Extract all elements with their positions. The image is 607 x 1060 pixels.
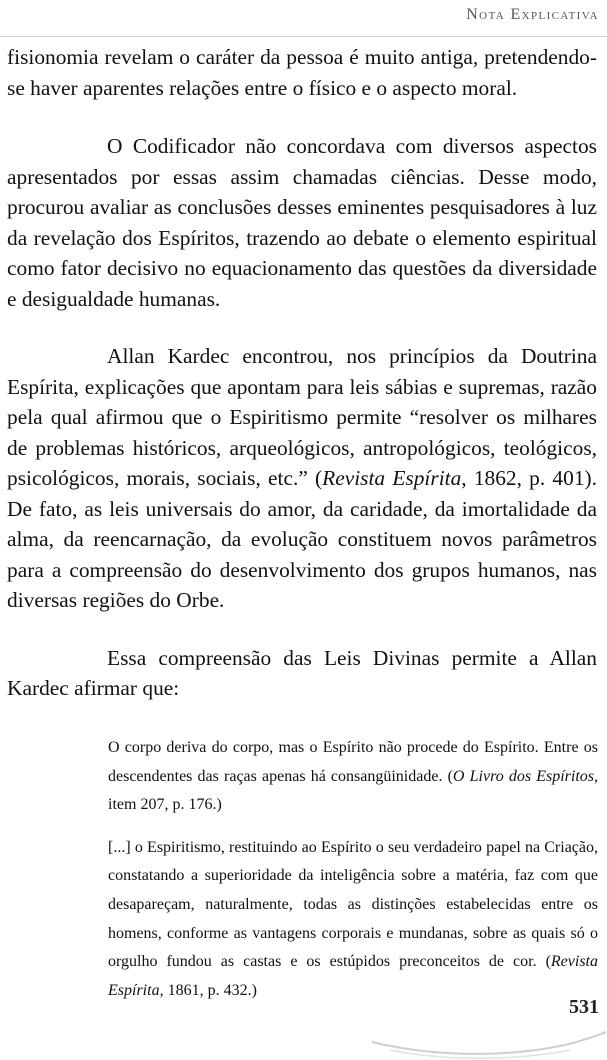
paragraph-4: Essa compreensão das Leis Divinas permite a Allan Kardec afirmar que:	[7, 645, 597, 700]
citation-title: Revista Espírita	[322, 466, 462, 490]
paragraph-3-text-after: , 1862, p. 401). De fato, as leis universais do amor, da caridade, da imortalidade da alma, da reencarnação, da evolução constituem novos parâmetros para a compreensão do desenvolvimento dos grupos humanos, nas diversas regiões do Orbe.	[7, 466, 597, 612]
body-text	[7, 42, 597, 704]
quote-1	[108, 734, 598, 820]
quote-2-citation-title: Revista Espírita	[108, 953, 598, 999]
page-number: 531	[569, 996, 599, 1018]
quote-1-text-before: O corpo deriva do corpo, mas o Espírito não procede do Espírito. Entre os descendentes das raças apenas há consangüinidade. (	[108, 739, 598, 785]
running-header: Nota Explicativa	[466, 6, 599, 23]
paragraph-3	[7, 341, 597, 616]
paragraph-3-text-before: Allan Kardec encontrou, nos princípios da Doutrina Espírita, explicações que apontam para leis sábias e supremas, razão pela qual afirmou que o Espiritismo permite “resolver os milhares de problemas históricos, arqueológicos, antropológicos, teológicos, psicológicos, morais, sociais, etc.” (	[7, 344, 597, 490]
header-rule	[0, 36, 607, 37]
paragraph-2: O Codificador não concordava com diversos aspectos apresentados por essas assim chamadas ciências. Desse modo, procurou avaliar as conclusões desses eminentes pesquisadores à luz da revelação dos Espíritos, trazendo ao debate o elemento espiritual como fator decisivo no equacionamento das questões da diversidade e desigualdade humanas.	[7, 134, 597, 311]
quote-1-text-after: , item 207, p. 176.)	[108, 767, 598, 814]
paragraph-1: fisionomia revelam o caráter da pessoa é muito antiga, pretendendo-se haver aparentes relações entre o físico e o aspecto moral.	[7, 45, 597, 100]
block-quotes	[108, 734, 598, 1005]
quote-2	[108, 834, 598, 1006]
footer-swoosh-ornament	[370, 1012, 607, 1060]
quote-2-text-before: [...] o Espiritismo, restituindo ao Espírito o seu verdadeiro papel na Criação, constatando a superioridade da inteligência sobre a matéria, faz com que desapareçam, naturalmente, todas as distinções estabelecidas entre os homens, conforme as vantagens corporais e mundanas, sobre as quais só o orgulho fundou as castas e os estúpidos preconceitos de cor. (	[108, 838, 598, 971]
quote-2-text-after: , 1861, p. 432.)	[159, 981, 257, 999]
quote-1-citation-title: O Livro dos Espíritos	[452, 767, 594, 785]
